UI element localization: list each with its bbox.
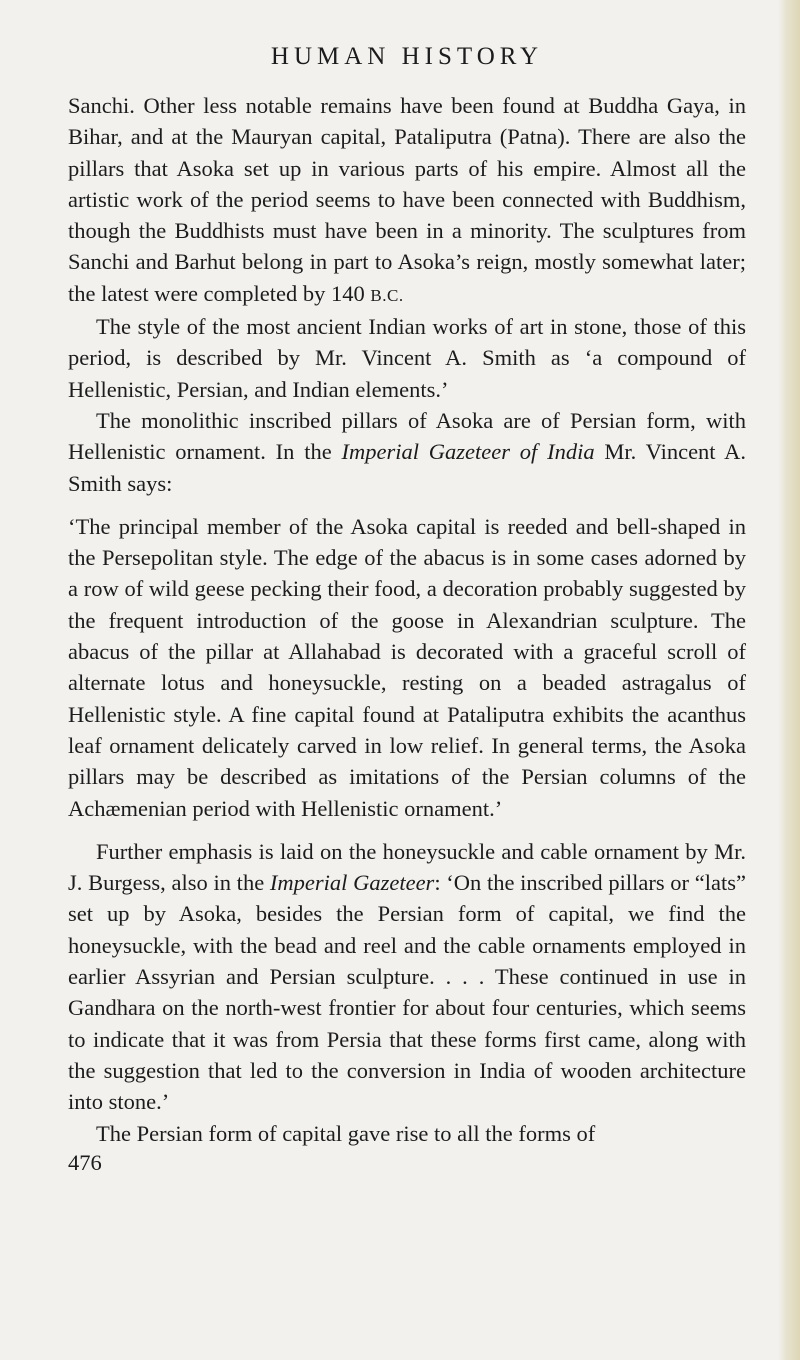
paragraph-5-text-a: Further emphasis is laid on the honeysuckle and cable ornament by Mr. J. Burgess, also in the [68, 838, 746, 896]
paragraph-1-text: Sanchi. Other less notable remains have been found at Buddha Gaya, in Bihar, and at the Mauryan capital, Pataliputra (Patna). There are also the pillars that Asoka set up in various parts of his empire. Almost all the artistic work of the period seems to have been connected with Buddhism, though the Buddhists must have been in a minority. The sculptures from Sanchi and Barhut belong in part to Asoka’s reign, mostly somewhat later; the latest were completed by 140 [68, 93, 746, 306]
paragraph-5 [68, 836, 746, 1118]
paragraph-3-text-b: Mr. Vincent A. Smith says: [68, 439, 746, 496]
work-title-imperial-gazeteer: Imperial Gazeteer [269, 870, 435, 896]
block-quotation: ‘The principal member of the Asoka capital is reeded and bell-shaped in the Persepolitan style. The edge of the abacus is in some cases adorned by a row of wild geese pecking their food, a decoration probably suggested by the frequent introduction of the goose in Alexandrian sculpture. The abacus of the pillar at Allahabad is decorated with a graceful scroll of alternate lotus and honeysuckle, resting on a beaded astragalus of Hellenistic style. A fine capital found at Pataliputra exhibits the acanthus leaf ornament delicately carved in low relief. In general terms, the Asoka pillars may be described as imitations of the Persian columns of the Achæmenian period with Hellenistic ornament.’ [68, 513, 746, 821]
page-edge-shading [778, 0, 800, 1360]
era-abbreviation: B.C. [370, 285, 404, 305]
work-title-imperial-gazeteer-of-india: Imperial Gazeteer of India [341, 439, 595, 465]
book-page [68, 40, 746, 1177]
paragraph-2: The style of the most ancient Indian works of art in stone, those of this period, is described by Mr. Vincent A. Smith as ‘a compound of Hellenistic, Persian, and Indian elements.’ [68, 314, 746, 402]
page-number: 476 [68, 1149, 102, 1175]
paragraph-6: The Persian form of capital gave rise to all the forms of [96, 1120, 596, 1146]
paragraph-5-text-b: : ‘On the inscribed pillars or “lats” set up by Asoka, besides the Persian form of capital, we find the honeysuckle, with the bead and reel and the cable ornaments employed in earlier Assyrian and Persian sculpture. . . . These continued in use in Gandhara on the north-west frontier for about four centuries, which seems to indicate that it was from Persia that these forms first came, along with the suggestion that led to the conversion in India of wooden architecture into stone.’ [68, 870, 746, 1115]
paragraph-3 [68, 405, 746, 499]
paragraph-3-text-a: The monolithic inscribed pillars of Asoka are of Persian form, with Hellenistic ornament. In the [68, 407, 746, 465]
paragraph-1 [68, 90, 746, 311]
running-head: HUMAN HISTORY [270, 43, 544, 70]
